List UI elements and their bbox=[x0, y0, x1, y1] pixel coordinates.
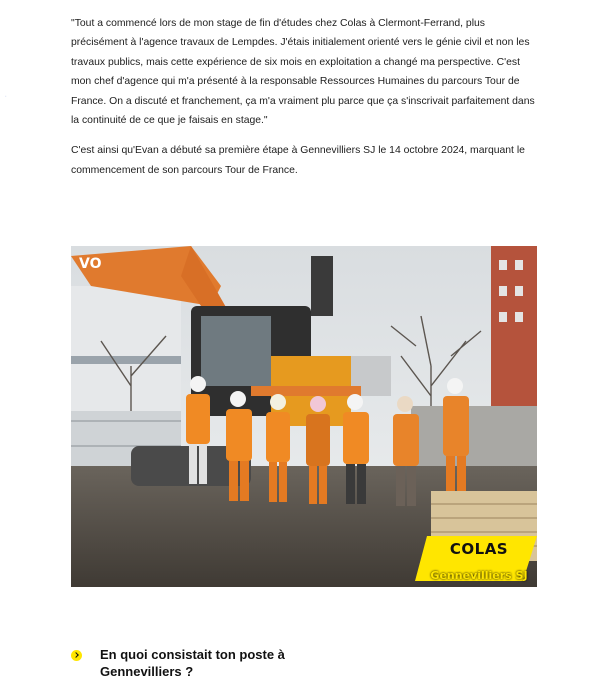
intro-paragraph: C'est ainsi qu'Evan a débuté sa première étape à Gennevilliers SJ le 14 octobre 2024, marquant le commencement de son parcours Tour de France. bbox=[71, 145, 525, 176]
colas-logo-text: COLAS bbox=[449, 540, 509, 558]
machine-brand-text: VO bbox=[79, 256, 102, 272]
team-photo bbox=[71, 246, 537, 587]
colas-logo-subtext: Gennevilliers SJ bbox=[430, 569, 528, 582]
colas-logo bbox=[423, 534, 535, 584]
section-heading[interactable] bbox=[71, 646, 371, 680]
quote-paragraph: "Tout a commencé lors de mon stage de fin d'études chez Colas à Clermont-Ferrand, plus précisément à l'agence travaux de Lempdes. J'étais initialement orienté vers le génie civil et non les travaux publics, mais cette expérience de six mois en exploitation a changé ma perspective. C'est mon chef d'agence qui m'a présenté à la responsable Ressources Humaines du parcours Tour de France. On a discuté et franchement, ça m'a vraiment plu parce que ça s'inscrivait parfaitement dans la continuité de ce que je faisais en stage." bbox=[71, 18, 535, 127]
section-heading-text: En quoi consistait ton poste à Gennevilliers ? bbox=[100, 647, 285, 679]
chevron-right-icon bbox=[71, 650, 82, 661]
background-ghost-text: . bbox=[4, 86, 8, 100]
article-body bbox=[71, 14, 541, 180]
